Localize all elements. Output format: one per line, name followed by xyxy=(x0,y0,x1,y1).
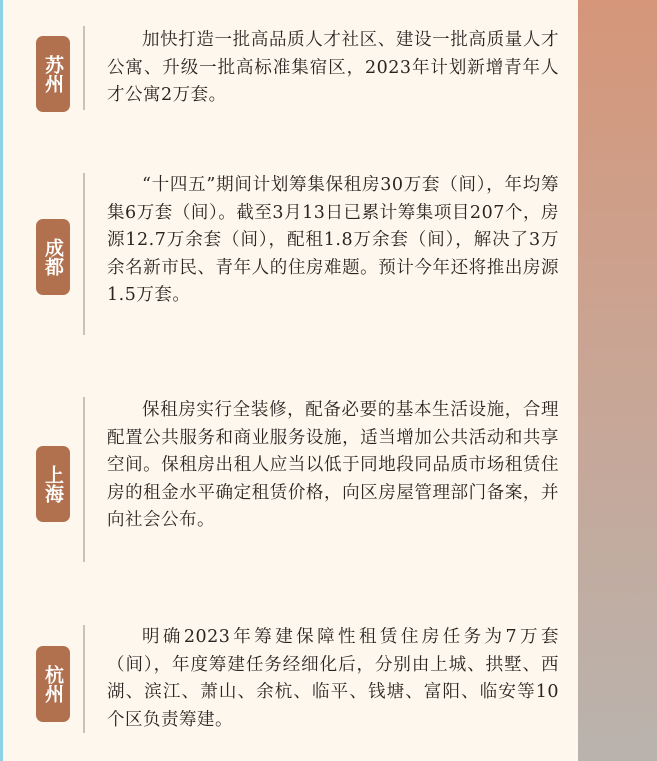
city-badge: 杭州 xyxy=(36,646,70,722)
section-divider-line xyxy=(83,397,85,562)
section-paragraph: 加快打造一批高品质人才社区、建设一批高质量人才公寓、升级一批高标准集宿区，2023年计划新增青年人才公寓2万套。 xyxy=(107,30,559,105)
side-gradient-strip xyxy=(578,0,657,761)
content-panel xyxy=(3,0,578,761)
section-paragraph: “十四五”期间计划筹集保租房30万套（间），年均筹集6万套（间）。截至3月13日已累计筹集项目207个，房源12.7万余套（间），配租1.8万余套（间），解决了3万余名新市民、青年人的住房难题。预计今年还将推出房源1.5万套。 xyxy=(107,175,559,305)
section-divider-line xyxy=(83,173,85,335)
section-divider-line xyxy=(83,625,85,733)
section-paragraph: 明确2023年筹建保障性租赁住房任务为7万套（间），年度筹建任务经细化后，分别由上城、拱墅、西湖、滨江、萧山、余杭、临平、钱塘、富阳、临安等10个区负责筹建。 xyxy=(107,627,559,730)
section-paragraph: 保租房实行全装修，配备必要的基本生活设施，合理配置公共服务和商业服务设施，适当增加公共活动和共享空间。保租房出租人应当以低于同地段同品质市场租赁住房的租金水平确定租赁价格，向区房屋管理部门备案，并向社会公布。 xyxy=(107,400,559,530)
city-badge: 苏州 xyxy=(36,36,70,112)
city-badge: 成都 xyxy=(36,219,70,295)
city-badge: 上海 xyxy=(36,446,70,522)
section-divider-line xyxy=(83,26,85,110)
